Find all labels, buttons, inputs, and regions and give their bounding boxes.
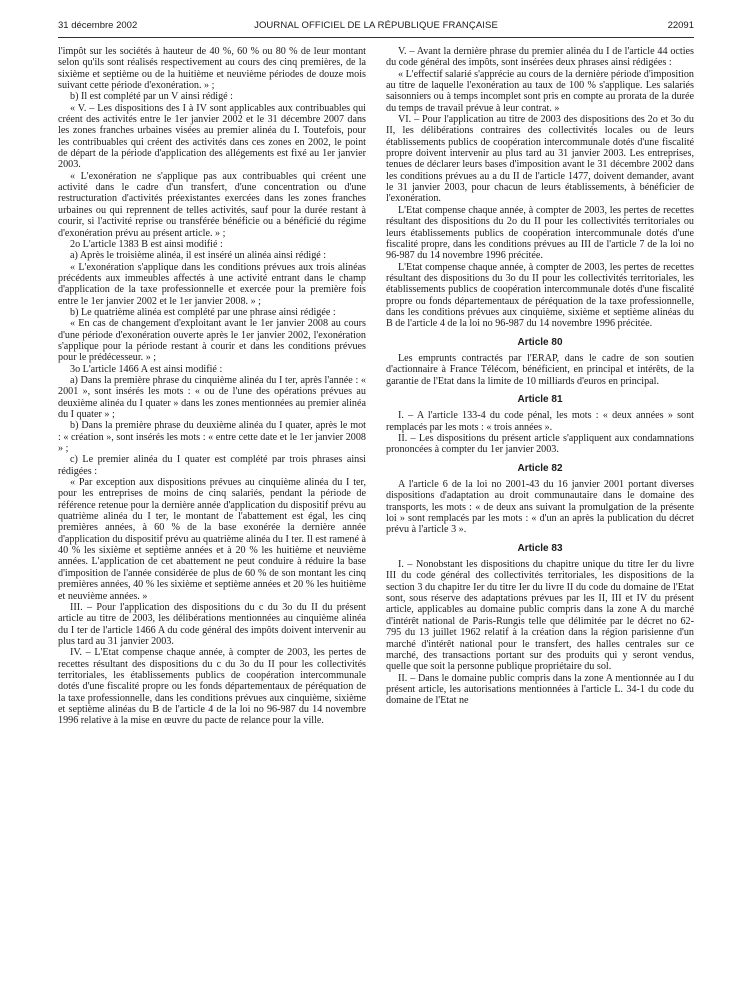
article-heading: Article 81: [517, 393, 563, 405]
paragraph: b) Le quatrième alinéa est complété par une phrase ainsi rédigée :: [70, 306, 336, 318]
paragraph: « L'exonération s'applique dans les conditions prévues aux trois alinéas précédents aux immeubles affectés à une activité entrant dans le champ d'application de la taxe professionnelle et exercée pour la première fois entre le 1er janvier 2002 et le 1er janvier 2008. » ;: [58, 261, 366, 307]
article-heading: Article 82: [517, 462, 563, 474]
paragraph: b) Dans la première phrase du deuxième alinéa du I quater, après le mot : « création », sont insérés les mots : « entre cette date et le 1er janvier 2008 » ;: [58, 420, 366, 455]
paragraph: I. – Nonobstant les dispositions du chapitre unique du titre Ier du livre III du code général des collectivités territoriales, les dispositions de la section 3 du chapitre Ier du titre Ier du livre II du code du domaine de l'Etat sont, sous réserve des adaptations prévues par les II, III et IV du présent article, applicables au domaine public compris dans la zone A du marché d'intérêt national de Paris-Rungis telle que délimitée par le décret no 62-795 du 13 juillet 1962 relatif à la création dans la région parisienne d'un marché d'intérêt national pour le transfert, des halles centrales sur ce marché, des transactions portant sur des produits qui y seront vendus, quelle que soit la personne publique propriétaire du sol.: [386, 559, 694, 673]
paragraph: I. – A l'article 133-4 du code pénal, les mots : « deux années » sont remplacés par les mots : « trois années ».: [386, 410, 694, 433]
paragraph: L'Etat compense chaque année, à compter de 2003, les pertes de recettes résultant des dispositions du 2o du II pour les collectivités territoriales ou leurs établissements publics de coopération intercommunale dotés d'une fiscalité propre, dans les conditions prévues au III de l'article 7 de la loi no 96-987 du 14 novembre 1996 précitée.: [386, 204, 694, 262]
paragraph: VI. – Pour l'application au titre de 2003 des dispositions des 2o et 3o du II, les délibérations contraires des collectivités locales ou de leurs établissements publics de coopération intercommunale dotés d'une fiscalité propre doivent intervenir au plus tard au 31 janvier 2003. Les entreprises, tenues de déclarer leurs bases d'imposition avant le 31 décembre 2002 dans les conditions prévues au a du II de l'article 1477, doivent demander, avant le 31 janvier 2003, pour chacun de leurs établissements, à bénéficier de l'exonération.: [386, 114, 694, 205]
paragraph: II. – Les dispositions du présent article s'appliquent aux condamnations prononcées à compter du 1er janvier 2003.: [386, 433, 694, 456]
paragraph: b) Il est complété par un V ainsi rédigé :: [70, 91, 233, 103]
paragraph: III. – Pour l'application des dispositions du c du 3o du II du présent article au titre de 2003, les délibérations mentionnées au cinquième alinéa du I ter de l'article 1466 A du code général des impôts doivent intervenir au plus tard au 31 janvier 2003.: [58, 601, 366, 647]
paragraph: « En cas de changement d'exploitant avant le 1er janvier 2008 au cours d'une période d'exonération ouverte après le 1er janvier 2002, l'exonération s'applique pour la période restant à courir et dans les conditions prévues pour le prédécesseur. » ;: [58, 318, 366, 364]
paragraph: l'impôt sur les sociétés à hauteur de 40 %, 60 % ou 80 % de leur montant selon qu'ils sont réalisés respectivement au cours des cinq premières, de la sixième et septième ou de la huitième et neuvième périodes de douze mois suivant cette période d'exonération. » ;: [58, 46, 366, 92]
page-number: 22091: [667, 20, 694, 31]
paragraph: V. – Avant la dernière phrase du premier alinéa du I de l'article 44 octies du code général des impôts, sont insérées deux phrases ainsi rédigées :: [386, 46, 694, 69]
paragraph: II. – Dans le domaine public compris dans la zone A mentionnée au I du présent article, les autorisations mentionnées à l'article L. 34-1 du code du domaine de l'Etat ne: [386, 672, 694, 707]
paragraph: a) Après le troisième alinéa, il est inséré un alinéa ainsi rédigé :: [70, 250, 327, 262]
paragraph: « Par exception aux dispositions prévues au cinquième alinéa du I ter, pour les entreprises de moins de cinq salariés, pendant la période de référence retenue pour la dernière année d'application du dispositif prévu au quatrième alinéa du I ter, le montant de l'abattement est égal, les cinq premières années, à 60 % de la base exonérée la dernière année d'application du dispositif prévu au quatrième alinéa du I ter. Il est ramené à 40 % les sixième et septième années et à 20 % les huitième et neuvième années. L'application de cet abattement ne peut conduire à réduire la base d'imposition de l'année considérée de plus de 60 % de son montant les cinq premières années, 40 % les sixième et septième années et 20 % les huitième et neuvième années. »: [58, 477, 366, 602]
paragraph: 2o L'article 1383 B est ainsi modifié :: [70, 238, 223, 250]
article-heading: Article 80: [517, 336, 563, 348]
paragraph: L'Etat compense chaque année, à compter de 2003, les pertes de recettes résultant des dispositions du 3o du II pour les collectivités territoriales, les établissements publics de coopération intercommunale dotés d'une fiscalité propre ou fonds départementaux de péréquation de la taxe professionnelle, dans les conditions prévues aux cinquième, sixième et septième alinéas du B de l'article 4 de la loi no 96-987 du 14 novembre 1996 précitée.: [386, 261, 694, 330]
paragraph: A l'article 6 de la loi no 2001-43 du 16 janvier 2001 portant diverses dispositions d'adaptation au droit communautaire dans le domaine des transports, les mots : « de deux ans suivant la promulgation de la présente loi » sont remplacés par les mots : « d'un an après la publication du décret prévu à l'article 3 ».: [386, 479, 694, 536]
header-rule: [58, 37, 694, 38]
right-column: [386, 46, 694, 707]
paragraph: c) Le premier alinéa du I quater est complété par trois phrases ainsi rédigées :: [58, 454, 366, 477]
left-column: [58, 46, 366, 727]
issue-date: 31 décembre 2002: [58, 20, 138, 31]
paragraph: a) Dans la première phrase du cinquième alinéa du I ter, après l'année : « 2001 », sont insérés les mots : « ou de l'une des opérations prévues au deuxième alinéa du I quater » dans les zones mentionnées au premier alinéa du I quater » ;: [58, 374, 366, 420]
journal-title: JOURNAL OFFICIEL DE LA RÉPUBLIQUE FRANÇAISE: [254, 20, 498, 31]
article-heading: Article 83: [517, 542, 563, 554]
paragraph: Les emprunts contractés par l'ERAP, dans le cadre de son soutien d'actionnaire à France Télécom, bénéficient, en principal et intérêts, de la garantie de l'Etat dans la limite de 10 milliards d'euros en principal.: [386, 352, 694, 387]
paragraph: IV. – L'Etat compense chaque année, à compter de 2003, les pertes de recettes résultant des dispositions du c du 3o du II pour les collectivités territoriales, les établissements publics de coopération intercommunale dotés d'une fiscalité propre ou les fonds départementaux de péréquation de la taxe professionnelle, dans les conditions prévues aux cinquième, sixième et septième alinéas du B de l'article 4 de la loi no 96-987 du 14 novembre 1996 relative à la mise en œuvre du pacte de relance pour la ville.: [58, 647, 366, 727]
paragraph: « L'effectif salarié s'apprécie au cours de la dernière période d'imposition au titre de laquelle l'exonération au taux de 100 % s'applique. Les salariés saisonniers ou à temps incomplet sont pris en compte au prorata de la durée du temps de travail prévue à leur contrat. »: [386, 68, 694, 114]
page-header: [58, 20, 694, 34]
paragraph: 3o L'article 1466 A est ainsi modifié :: [70, 363, 223, 375]
paragraph: « L'exonération ne s'applique pas aux contribuables qui créent une activité dans le cadre d'un transfert, d'une concentration ou d'une restructuration d'activités préexistantes exercées dans les zones franches urbaines ou qui reprennent de telles activités, sauf pour la durée restant à courir, si l'activité reprise ou transférée bénéficie ou a bénéficié du régime d'exonération prévu au présent article. » ;: [58, 170, 366, 239]
paragraph: « V. – Les dispositions des I à IV sont applicables aux contribuables qui créent des activités entre le 1er janvier 2002 et le 31 décembre 2007 dans les zones franches urbaines visées au premier alinéa du I. Toutefois, pour les contribuables qui créent des activités dans ces zones en 2002, le point de départ de la période d'application des allégements est fixé au 1er janvier 2003.: [58, 102, 366, 171]
